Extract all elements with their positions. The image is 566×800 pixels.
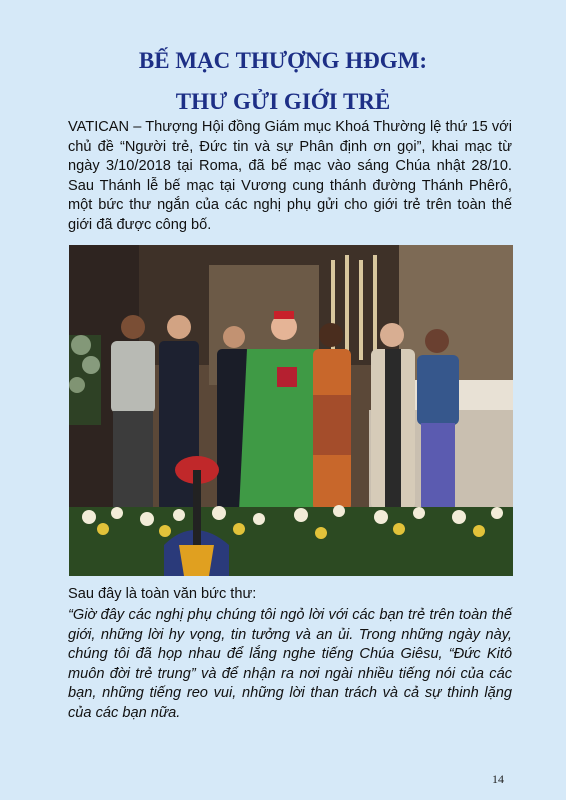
page-number: 14 [492, 772, 504, 786]
title-line-1: BẾ MẠC THƯỢNG HĐGM: [138, 48, 428, 73]
title-line-2: THƯ GỬI GIỚI TRẺ [175, 89, 391, 114]
intro-paragraph: VATICAN – Thượng Hội đồng Giám mục Khoá Thường lệ thứ 15 với chủ đề “Người trẻ, Đức tin và sự Phân định ơn gọi”, khai mạc từ ngày 3/10/2018 tại Roma, đã bế mạc vào sáng Chúa nhật 28/10. Sau Thánh lễ bế mạc tại Vương cung thánh đường Thánh Phêrô, một bức thư ngắn của các nghị phụ gửi cho giới trẻ trên toàn thế giới đã được công bố. [68, 119, 512, 233]
letter-quote: “Giờ đây các nghị phụ chúng tôi ngỏ lời với các bạn trẻ trên toàn thế giới, những lời hy vọng, tin tưởng và an ủi. Trong những ngày này, chúng tôi đã họp nhau để lắng nghe tiếng Chúa Giêsu, “Đức Kitô muôn đời trẻ trung” và để nhận ra nơi ngài nhiều tiếng nói của các bạn, những tiếng reo vui, những lời than trách và cả sự thinh lặng của các bạn nữa. [68, 607, 512, 721]
letter-lead: Sau đây là toàn văn bức thư: [68, 586, 257, 602]
photo-closing-ceremony [69, 245, 513, 576]
